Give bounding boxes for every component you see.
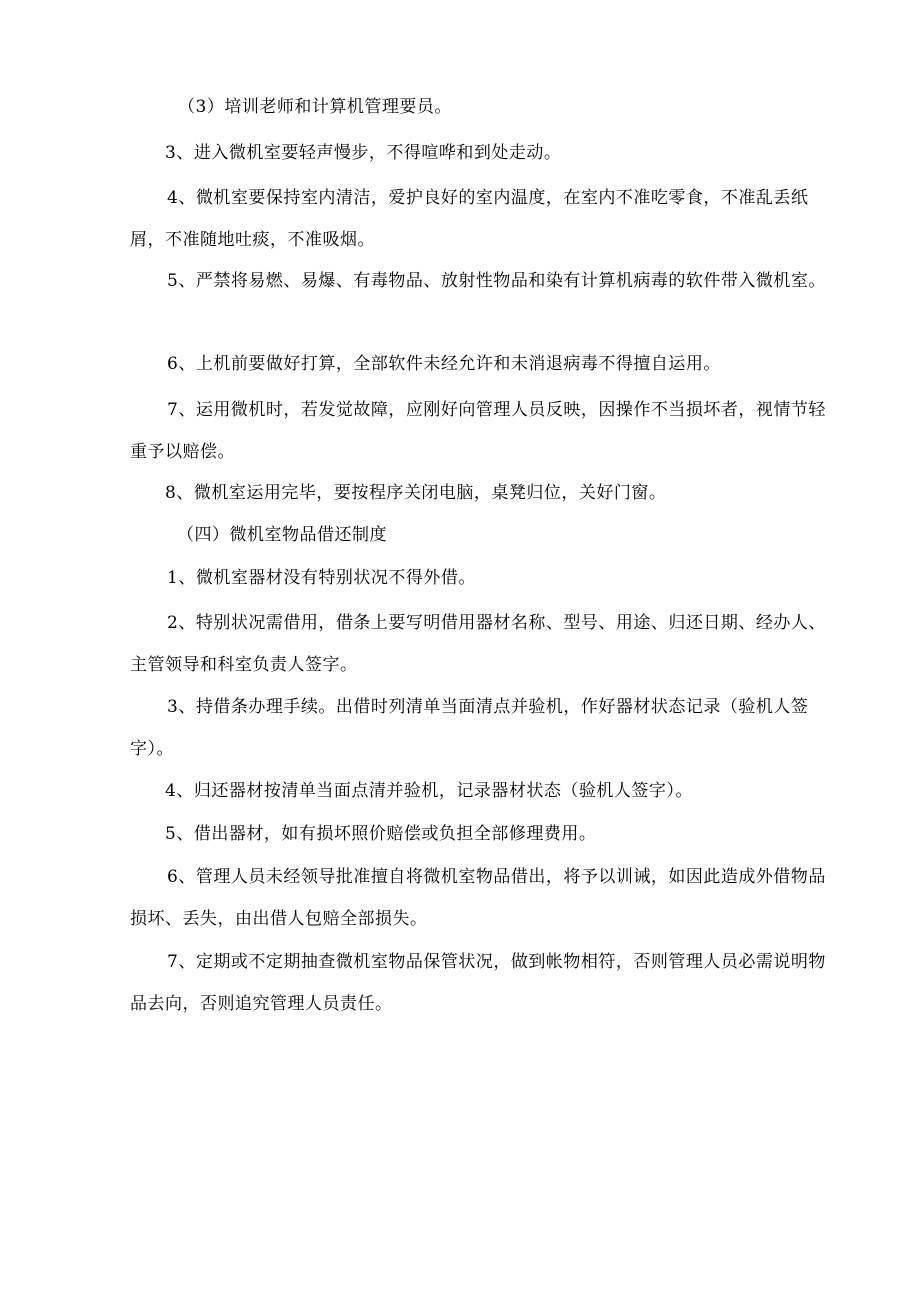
paragraph-borrow-rule-6: 6、管理人员未经领导批准擅自将微机室物品借出，将予以训诫，如因此造成外借物品损坏、丢失，由出借人包赔全部损失。 (130, 867, 826, 929)
paragraph-rule-8: 8、微机室运用完毕，要按程序关闭电脑，桌凳归位，关好门窗。 (165, 483, 667, 503)
paragraph-rule-5: 5、严禁将易燃、易爆、有毒物品、放射性物品和染有计算机病毒的软件带入微机室。 (167, 271, 826, 291)
paragraph-rule-3: 3、进入微机室要轻声慢步，不得喧哗和到处走动。 (165, 143, 562, 163)
paragraph-borrow-rule-1: 1、微机室器材没有特别状况不得外借。 (167, 568, 476, 588)
paragraph-borrow-rule-5: 5、借出器材，如有损坏照价赔偿或负担全部修理费用。 (165, 824, 597, 844)
paragraph-borrow-rule-2: 2、特别状况需借用，借条上要写明借用器材名称、型号、用途、归还日期、经办人、主管领导和科室负责人签字。 (130, 613, 826, 675)
paragraph-item-3-trainer: （3）培训老师和计算机管理要员。 (178, 97, 452, 117)
paragraph-borrow-rule-3: 3、持借条办理手续。出借时列清单当面清点并验机，作好器材状态记录（验机人签字）。 (130, 697, 809, 759)
paragraph-rule-7: 7、运用微机时，若发觉故障，应刚好向管理人员反映，因操作不当损坏者，视情节轻重予以赔偿。 (130, 400, 826, 462)
paragraph-borrow-rule-7: 7、定期或不定期抽查微机室物品保管状况，做到帐物相符，否则管理人员必需说明物品去向，否则追究管理人员责任。 (130, 952, 826, 1014)
paragraph-borrow-rule-4: 4、归还器材按清单当面点清并验机，记录器材状态（验机人签字）。 (165, 781, 693, 801)
paragraph-rule-4: 4、微机室要保持室内清洁，爱护良好的室内温度，在室内不准吃零食，不准乱丢纸屑，不准随地吐痰，不准吸烟。 (130, 188, 809, 250)
paragraph-rule-6: 6、上机前要做好打算，全部软件未经允许和未消退病毒不得擅自运用。 (167, 354, 721, 374)
section-heading-borrowing: （四）微机室物品借还制度 (177, 525, 387, 545)
